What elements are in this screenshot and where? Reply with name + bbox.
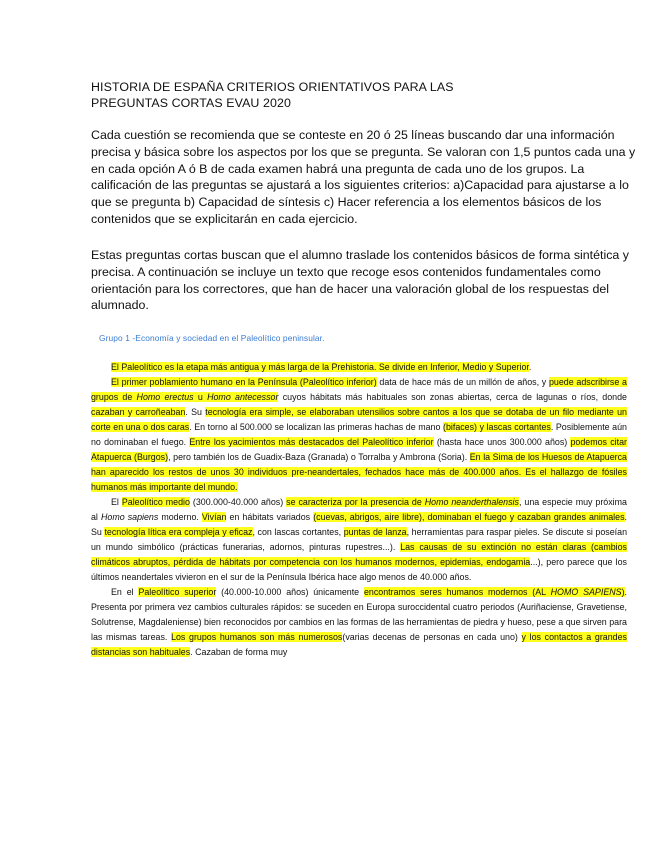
paragraph-upper-paleolithic bbox=[91, 585, 627, 660]
highlighted-text: ) bbox=[621, 587, 625, 597]
highlighted-text: El Paleolítico es la etapa más antigua y más larga de la Prehistoria. Se divide en Inferior, Medio y Superior bbox=[111, 362, 529, 372]
highlighted-text: cazaban y carroñeaban bbox=[91, 407, 186, 417]
paragraph-lower-paleolithic-intro bbox=[91, 360, 627, 375]
highlighted-text: tecnología lítica era compleja y eficaz bbox=[104, 527, 253, 537]
highlighted-italic-text: Homo erectus bbox=[136, 392, 194, 402]
text-span: . Presenta por primera vez cambios culturales rápidos: se suceden en Europa suroccidental cuatro periodos (Auriñaciense, Gravetiense, Solutrense, Magdaleniense) bien reconocidos por cambios en las formas de las herramientas de piedra y hueso, pese a que sirven para las mismas tareas. bbox=[91, 587, 627, 642]
text-span: en hábitats variados bbox=[226, 512, 314, 522]
highlighted-text: Las causas de su extinción no están claras (cambios climáticos abruptos, pérdida de hábitats por competencia con los humanos modernos, epidemias, endogamia bbox=[91, 542, 627, 567]
text-span: , con lascas cortantes, bbox=[252, 527, 344, 537]
highlighted-text: Los grupos humanos son más numerosos bbox=[171, 632, 343, 642]
italic-text: Homo sapiens bbox=[100, 512, 159, 522]
text-span: cuyos hábitats más habituales son zonas abiertas, cerca de lagunas o ríos, donde bbox=[278, 392, 627, 402]
highlighted-text: Vivían bbox=[201, 512, 227, 522]
text-span: , una especie muy próxima al bbox=[91, 497, 627, 522]
text-span: . Su bbox=[185, 407, 206, 417]
highlighted-italic-text: Homo antecessor bbox=[207, 392, 279, 402]
highlighted-text: se caracteriza por la presencia de bbox=[286, 497, 425, 507]
text-span: El bbox=[111, 497, 122, 507]
paragraph-lower-paleolithic bbox=[91, 375, 627, 495]
highlighted-text: (cuevas, abrigos, aire libre), dominaban el fuego y cazaban grandes animales bbox=[313, 512, 625, 522]
title-line-1: HISTORIA DE ESPAÑA CRITERIOS ORIENTATIVOS PARA LAS bbox=[91, 80, 454, 94]
text-span: . Cazaban de forma muy bbox=[190, 647, 288, 657]
highlighted-text: y los contactos a grandes distancias son habituales bbox=[91, 632, 627, 657]
highlighted-text: encontramos seres humanos modernos (AL bbox=[363, 587, 551, 597]
group-body-text bbox=[91, 360, 627, 660]
highlighted-text: puntas de lanza bbox=[343, 527, 407, 537]
highlighted-italic-text: HOMO SAPIENS bbox=[550, 587, 622, 597]
highlighted-text: tecnología era simple, se elaboraban utensilios sobre cantos a los que se dotaba de un filo mediante un corte en una o dos caras bbox=[91, 407, 627, 432]
highlighted-text: podemos citar Atapuerca (Burgos) bbox=[91, 437, 628, 462]
intro-paragraph-2: Estas preguntas cortas buscan que el alumno traslade los contenidos básicos de forma sintética y precisa. A continuación se incluye un texto que recoge esos contenidos fundamentales como orientación para los correctores, que han de hacer una valoración global de los respuestas del alumnado. bbox=[91, 248, 629, 313]
text-span: , pero también los de Guadix-Baza (Granada) o Torralba y Ambrona (Soria). bbox=[168, 452, 470, 462]
document-title bbox=[91, 79, 611, 111]
highlighted-text: El primer poblamiento humano en la Península (Paleolítico inferior) bbox=[111, 377, 377, 387]
text-span: data de hace más de un millón de años, y bbox=[376, 377, 549, 387]
highlighted-text: Paleolítico superior bbox=[138, 587, 217, 597]
highlighted-text: Paleolítico medio bbox=[121, 497, 190, 507]
text-span: . Su bbox=[91, 512, 627, 537]
group-heading: Grupo 1 -Economía y sociedad en el Paleolítico peninsular. bbox=[99, 333, 325, 343]
highlighted-text: En la Sima de los Huesos de Atapuerca han aparecido los restos de unos 30 individuos pre-neandertales, fechados hace más de 400.000 años. Es el hallazgo de fósiles humanos más importante del mundo. bbox=[91, 452, 627, 492]
highlighted-text: u bbox=[193, 392, 208, 402]
text-span: En el bbox=[111, 587, 139, 597]
text-span: . En torno al 500.000 se localizan las primeras hachas de mano bbox=[189, 422, 443, 432]
text-span: (varias decenas de personas en cada uno) bbox=[342, 632, 522, 642]
paragraph-middle-paleolithic bbox=[91, 495, 627, 585]
text-span: , herramientas para raspar pieles. Se discute si poseían un mundo simbólico (prácticas funerarias, adornos, pinturas rupestres...). bbox=[91, 527, 628, 552]
highlighted-text: Entre los yacimientos más destacados del Paleolítico inferior bbox=[189, 437, 434, 447]
title-line-2: PREGUNTAS CORTAS EVAU 2020 bbox=[91, 96, 291, 110]
text-span: (hasta hace unos 300.000 años) bbox=[433, 437, 571, 447]
text-span: (300.000-40.000 años) bbox=[189, 497, 287, 507]
text-span: . bbox=[528, 362, 532, 372]
text-span: ...), pero parece que los últimos neandertales vivieron en el sur de la Península Ibérica hace algo menos de 40.000 años. bbox=[91, 557, 627, 582]
text-span: . Posiblemente aún no dominaban el fuego. bbox=[91, 422, 627, 447]
text-span: moderno. bbox=[158, 512, 202, 522]
text-span: (40.000-10.000 años) únicamente bbox=[216, 587, 364, 597]
highlighted-text: (bifaces) y lascas cortantes bbox=[442, 422, 551, 432]
intro-paragraph-1: Cada cuestión se recomienda que se conteste en 20 ó 25 líneas buscando dar una información precisa y básica sobre los aspectos por los que se pregunta. Se valoran con 1,5 puntos cada una y en cada opción A ó B de cada examen habrá una pregunta de cada uno de los grupos. La calificación de las preguntas se ajustará a los siguientes criterios: a)Capacidad para ajustarse a lo que se pregunta b) Capacidad de síntesis c) Hacer referencia a los elementos básicos de los contenidos que se explicitarán en cada ejercicio. bbox=[91, 128, 636, 226]
highlighted-italic-text: Homo neanderthalensis bbox=[424, 497, 519, 507]
highlighted-text: puede adscribirse a grupos de bbox=[91, 377, 627, 402]
